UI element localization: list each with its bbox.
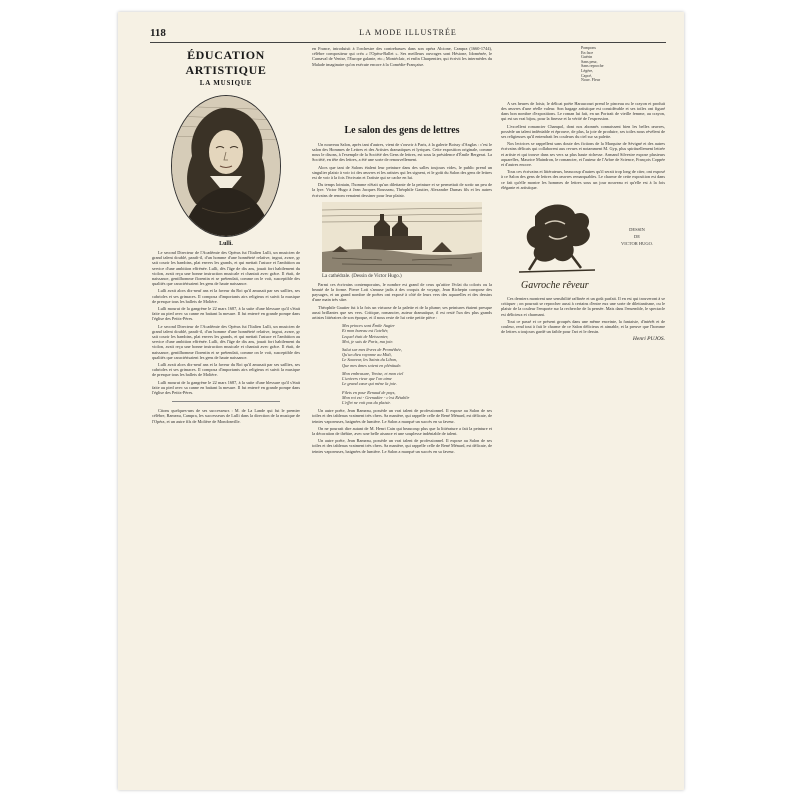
cathedral-etching bbox=[322, 202, 482, 272]
paragraph: Un nouveau Salon, après tant d'autres, vient de s'ouvrir à Paris, à la galerie Boissy d'Anglas : c'est le salon des Hommes de Lettres et des Artistes dramatiques et lyriques. Cette exposition originale, comme nous le disons, à l'exemple de la Société des Gens de lettres, est sous la présidence d'Émile Bergerat. La Société, en tête des lettres, a été une sorte de renouvellement. bbox=[312, 141, 492, 163]
paragraph: Tout ce passé et ce présent groupés dans une même enceinte, la fantaisie, d'intérêt et de couleur, rend tout à fait le charme de ce Salon délicieux et aimable, et la preuve que l'homme de lettres a toujours gardé un faible pour l'art et le dessin. bbox=[501, 318, 665, 335]
sketch-signature: Gavroche rêveur bbox=[521, 280, 589, 291]
poem-line: Mes princes sont Émile Augier bbox=[342, 323, 395, 329]
poem-line: Salut sur mes lèvres de Prométhée, bbox=[342, 347, 403, 353]
paragraph: On ne pourrait dire autant de M. Henri Cain qui beaucoup plus que la littérature a fait la peinture et la décoration de théâtre, avec une belle aisance et une souplesse indéniable de talent. bbox=[312, 425, 492, 436]
portrait-caption: Lulli. bbox=[219, 241, 233, 247]
list-item: En face bbox=[581, 49, 594, 55]
list-item: Pompons bbox=[581, 46, 596, 50]
poem-line: Le grand cœur qui mène la joie. bbox=[342, 381, 398, 387]
list-item: Nouv. Fleur bbox=[581, 77, 601, 83]
poem-line: Lequel était de Meissonier, bbox=[342, 333, 389, 339]
article-title: ÉDUCATION ARTISTIQUE bbox=[185, 48, 267, 77]
paragraph: A ses heures de loisir, le délicat poète Haraucourt prend le pinceau ou le crayon et produit des œuvres d'une réelle valeur. Son bagage artistique est considérable et ses toiles ont figuré dans bon nombre d'expositions. Le roman lui fait, en un Portrait de vieille femme, au crayon, qui est un vrai bijou, pour la finesse et la vérité de l'expression. bbox=[501, 100, 665, 122]
portrait-engraving bbox=[172, 96, 280, 236]
list-item: Sans reproche bbox=[581, 63, 604, 69]
sketch-block bbox=[501, 196, 665, 296]
poem-line: L'univers rieur que l'on aime bbox=[342, 376, 392, 382]
paragraph: en France, introduisit à l'orchestre des contrebasses dans son opéra Alcione, Campra (1660-1744), célèbre compositeur qui créa « l'Opéra-Ballet ». Ses meilleurs ouvrages sont Hésione, Idoménée, le Carnaval de Venise, l'Europe galante, etc.; Montéclair, et enfin Charpentier, qui écrivit les intermèdes du Malade imaginaire qu'on exécute encore à la Comédie-Française. bbox=[312, 46, 492, 67]
section-title: Le salon des gens de lettres bbox=[344, 124, 460, 136]
paragraph: Lulli mourut de la gangrène le 22 mars 1687, à la suite d'une blessure qu'il s'était faite au pied avec sa canne en battant la mesure. Il fut enterré en grande pompe dans l'église des Petits-Pères. bbox=[152, 379, 300, 396]
sketch-caption-line: DESSIN bbox=[629, 227, 645, 232]
opera-list bbox=[581, 46, 665, 83]
paragraph: L'excellent romancier Champol, dont nos abonnés connaissent bien les belles œuvres, possède un talent indéniable et éprouve, de plus, la joie de produire, ses toiles nous révèlent de ses religieuses qu'il entendrait les couleurs du ciel sur sa palette. bbox=[501, 123, 665, 139]
poem-line: Le Sauveur, les Saints du Liban, bbox=[342, 357, 398, 363]
paragraph: Alors que tant de Salons étalent leur peinture dans des salles toujours vides, le public prend un singulier plaisir à voir ici des œuvres et les artistes qui les signent, et le goût du Salon des gens de lettres est de voir à la fois l'écrivain et l'artiste qui se cache en lui. bbox=[312, 164, 492, 181]
poem-line: Filets en pour Renaud de pays, bbox=[342, 389, 396, 395]
sketch-caption-line: DE bbox=[634, 234, 640, 239]
sketch-caption bbox=[609, 226, 665, 247]
gavroche-sketch bbox=[515, 196, 605, 296]
poem-line: Et mon bureau est l'ateliér, bbox=[342, 328, 389, 334]
paragraph: Ces derniers montrent une sensibilité raffinée et un goût parfait. Il en est qui trouveront à se critiquer ; on pourrait se reprocher aussi à certains d'entre eux une sorte de dilettantisme, ou le plaisir de la couleur l'emporte sur la recherche de la pensée. Mais dans l'ensemble, le spectacle est délicieux et charmant. bbox=[501, 296, 665, 317]
column-1 bbox=[152, 46, 300, 772]
running-title: LA MODE ILLUSTRÉE bbox=[359, 28, 457, 37]
lulli-portrait bbox=[171, 95, 281, 237]
poem-line: Que mes âmes soient en plénitude. bbox=[342, 362, 402, 368]
poem bbox=[342, 323, 492, 405]
poem-line: Mon roi est - Grenadier - c'est Rétablir bbox=[342, 394, 410, 400]
paragraph: Parmi ces écrivains contemporains, le nombre est grand de ceux qu'attire l'éclat du coloris ou la beauté de la forme. Pierre Loti s'amuse jadis à des croquis de voyage, Jean Richepin compose des paysages, et un grand nombre de poètes ont exposé à côté de leurs vers des aquarelles et des dessins d'une main très sûre. bbox=[312, 281, 492, 303]
list-item: Capcé, bbox=[581, 72, 592, 78]
paragraph: Théophile Gautier fut à la fois un virtuose de la palette et de la plume; ses peintures étaient presque aussi brillantes que ses vers. Critique, romancier, auteur dramatique, il est resté l'un des plus grands artistes littéraires de son époque, et il nous reste de lui cette petite pièce : bbox=[312, 304, 492, 321]
list-item: Guérin bbox=[581, 54, 593, 60]
paragraph: Le second Directeur de l'Académie des Opéras fut l'Italien Lulli, un musicien de grand talent doublé, paraît-il, d'un homme d'une honnêteté relative, ingrat, avare, gr sait courir les bambins, plat envers les grands, et qui mettait l'astuce et l'ambition au service d'une ambition effrénée. Lulli, dès l'âge de dix ans, jouait fort habilement du violon, avait reçu une bonne instruction musicale et chantait avec grâce. Il était, de naissance, gentilhomme florentin et se prétendait, comme on le voit, susceptible des qualités que caractérisaient les gens de haute naissance. bbox=[152, 250, 300, 287]
list-item: Sans peur, bbox=[581, 58, 598, 64]
paragraph: Un autre poète, Jean Rameau, possède un vrai talent de professionnel. Il expose au Salon de ses toiles et des tableaux vraiment très chers. Sa manière, qui rappelle celle de René Ménard, est délicate, de teintes vaporeuses, baignées de lumière. Le Salon a marqué un succès en sa faveur. bbox=[312, 408, 492, 424]
paragraph: Le second Directeur de l'Académie des Opéras fut l'Italien Lulli, un musicien de grand talent doublé, paraît-il, d'un homme d'une honnêteté relative, ingrat, avare, gr sait courir les bambins, plat envers les grands, et qui mettait l'astuce et l'ambition au service d'une ambition effrénée. Lulli, dès l'âge de dix ans, jouait fort habilement du violon, avait reçu une bonne instruction musicale et chantait avec grâce. Il était, de naissance, gentilhomme florentin et se prétendait, comme on le voit, susceptible des qualités que caractérisaient les gens de haute naissance. bbox=[152, 323, 300, 360]
list-item: Légère, bbox=[581, 67, 594, 73]
sketch-caption-line: VICTOR HUGO. bbox=[621, 241, 653, 246]
paragraph: Du temps lointain, l'homme n'était qu'un dilettante de la peinture et se permettait de sortir un peu de la lyre. Victor Hugo à Jean Jacques Rousseau, Théophile Gautier, Alexandre Dumas fils et les autres écrivains de renom venaient dessiner pour leur plaisir. bbox=[312, 182, 492, 198]
column-3 bbox=[501, 46, 665, 772]
paragraph: Nos lectrices se rappellent sans doute des fictions de la Marquise de Sévigné et des autres écrivains délicats qui collaborent aux revues et notamment M. Gyp, plus spirituellement lettrée et artiste et qui trouve dans ses vers sa plus haute richesse. Armand Silvestre expose plusieurs aquarelles, Maurice Maindron, le romancier, et l'auteur de l'Arbre de Science, François Coppée et d'autres encore. bbox=[501, 141, 665, 167]
etching-caption: La cathédrale. (Dessin de Victor Hugo.) bbox=[322, 273, 402, 279]
page-header bbox=[150, 26, 666, 43]
footnote: Citons quelques-uns de ses successeurs : M. de La Lande qui fut le premier célèbre, Rameau, Campra, les successeurs de Lulli dans la direction de la musique de l'Opéra, et un autre fils de Molière de Mondonville. bbox=[152, 408, 300, 424]
paragraph: Lulli mourut de la gangrène le 22 mars 1687, à la suite d'une blessure qu'il s'était faite au pied avec sa canne en battant la mesure. Il fut enterré en grande pompe dans l'église des Petits-Pères. bbox=[152, 306, 300, 322]
divider bbox=[172, 401, 280, 402]
column-2 bbox=[312, 46, 492, 772]
page-number: 118 bbox=[150, 27, 166, 39]
paragraph: Lulli avait alors dix-neuf ans et la faveur du Roi qu'il amusait par ses saillies, ses cabrioles et ses grimaces. Il composa d'importants airs religieux et suivit la musique de presque tous les ballets de Molière. bbox=[152, 288, 300, 304]
poem-line: Qu'un dieu rayonne au Midi, bbox=[342, 352, 392, 358]
poem-line: Moi, je suis de Paris, ma joie. bbox=[342, 338, 394, 344]
magazine-page bbox=[118, 12, 684, 790]
paragraph: Lulli avait alors dix-neuf ans et la faveur du Roi qu'il amusait par ses saillies, ses cabrioles et ses grimaces. Il composa d'importants airs religieux et suivit la musique de presque tous les ballets de Molière. bbox=[152, 362, 300, 378]
paragraph: Un autre poète, Jean Rameau, possède un vrai talent de professionnel. Il expose au Salon de ses toiles et des tableaux vraiment très chers. Sa manière, qui rappelle celle de René Ménard, est délicate, de teintes vaporeuses, baignées de lumière. Le Salon a marqué un succès en sa faveur. bbox=[312, 438, 492, 454]
poem-line: Mon embrasure, Venise, et mon ciel bbox=[342, 370, 404, 376]
article-subtitle: LA MUSIQUE bbox=[199, 79, 253, 87]
paragraph: Tous ces écrivains et littérateurs, beaucoup d'autres qu'il serait trop long de citer, ont exposé à ce Salon des gens de lettres des œuvres remarquables. Le charme de cette exposition est dans ce fait qu'elle montre les hommes de lettres sous un jour nouveau et qu'elle est à la fois élégante et artistique. bbox=[501, 169, 665, 190]
poem-line: L'effet ne voit pas du plaisir. bbox=[342, 399, 391, 405]
author-signature: Henri PUJOS. bbox=[632, 336, 665, 343]
